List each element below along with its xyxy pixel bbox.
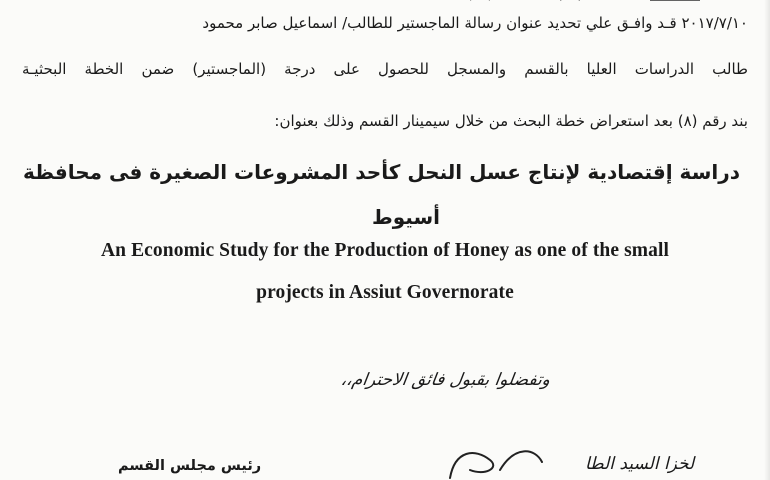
body-line-3: بند رقم (٨) بعد استعراض خطة البحث من خلال سيمينار القسم وذلك بعنوان: xyxy=(274,112,748,130)
body-line-1: ٢٠١٧/٧/١٠ قـد وافـق علي تحديد عنوان رسالة الماجستير للطالب/ اسماعيل صابر محمود xyxy=(202,14,748,32)
arabic-title-line-1: دراسة إقتصادية لإنتاج عسل النحل كأحد المشروعات الصغيرة فى محافظة xyxy=(23,160,740,184)
arabic-title-line-2: أسيوط xyxy=(372,205,440,229)
page-edge-shadow xyxy=(764,0,770,480)
english-title-line-1: An Economic Study for the Production of Honey as one of the small xyxy=(100,240,670,261)
closing-phrase: وتفضلوا بقبول فائق الاحترام،، xyxy=(339,370,552,390)
body-line-2: طالب الدراسات العليا بالقسم والمسجل للحصول على درجة (الماجستير) ضمن الخطة البحثيـة xyxy=(22,60,748,78)
department-head-title: رئيس مجلس القسم xyxy=(118,458,262,474)
top-cut-text-remnant xyxy=(0,0,770,2)
signature-name-fragment: لخزا السيد الطا xyxy=(585,454,695,474)
english-title-line-2: projects in Assiut Governorate xyxy=(256,282,514,303)
